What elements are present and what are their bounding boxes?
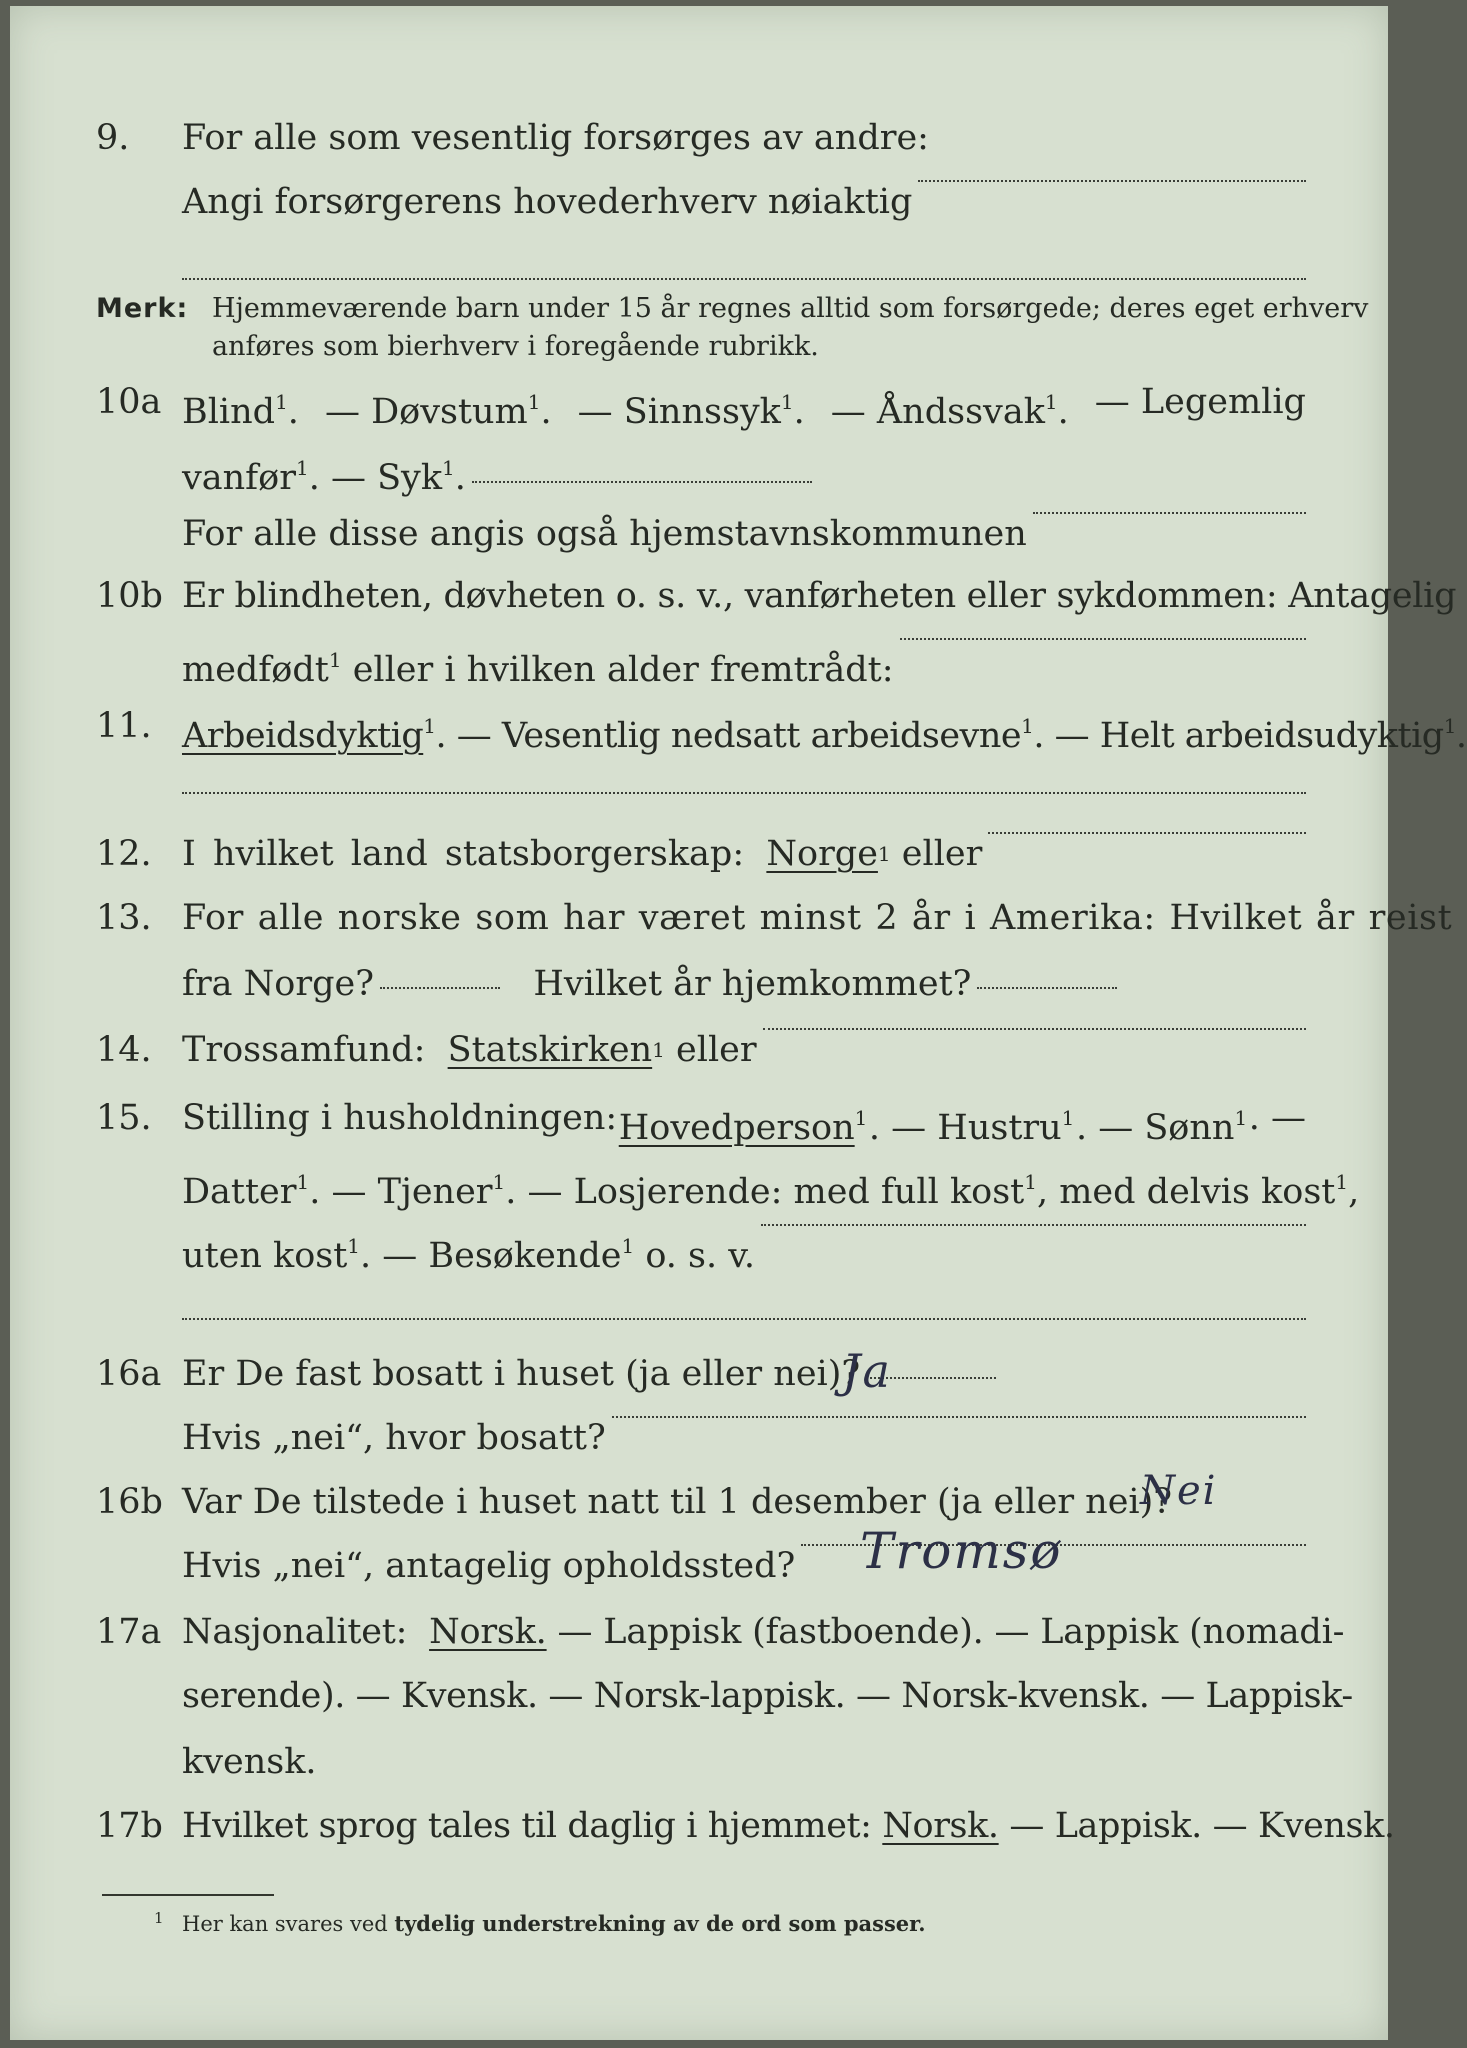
answer-field[interactable] <box>380 987 500 989</box>
option-vanfor[interactable]: vanfør <box>182 458 296 498</box>
footnote-divider <box>102 1894 274 1896</box>
question-text: Nasjonalitet: <box>182 1612 408 1652</box>
footnote-mark: 1 <box>854 1106 868 1130</box>
note-text: anføres som bierhverv i foregående rubrikk. <box>212 331 819 362</box>
footnote-mark: 1 <box>275 390 288 414</box>
question-number: 13. <box>96 898 152 938</box>
answer-field[interactable] <box>900 638 1306 640</box>
question-number: 10a <box>96 382 162 422</box>
footnote-mark: 1 <box>652 1038 665 1062</box>
question-number: 10b <box>96 576 163 616</box>
question-text: For alle norske som har været minst 2 år i Amerika: Hvilket år reist <box>182 898 1453 938</box>
footnote-mark: 1 <box>442 456 455 480</box>
footnote-mark: 1 <box>328 648 342 672</box>
footnote-mark: 1 <box>154 1909 164 1927</box>
option-dovstum[interactable]: — Døvstum <box>324 392 528 432</box>
option-norsk-selected[interactable]: Norsk. <box>429 1612 547 1652</box>
question-text: Angi forsørgerens hovederhverv nøiaktig <box>182 182 913 222</box>
footnote-mark: 1 <box>492 1170 506 1194</box>
footnote-mark: 1 <box>296 1170 310 1194</box>
answer-field[interactable] <box>761 1224 1306 1226</box>
question-text: Hvis „nei“, antagelig opholdssted? <box>182 1546 796 1586</box>
answer-field[interactable] <box>182 278 1306 280</box>
question-number: 11. <box>96 706 152 746</box>
handwritten-answer: Ja <box>842 1344 892 1398</box>
option-statskirken-selected[interactable]: Statskirken <box>447 1030 653 1070</box>
question-text: (ja eller nei)? <box>937 1482 1173 1522</box>
question-text: For alle som vesentlig forsørges av andre: <box>182 118 929 158</box>
handwritten-answer: Nei <box>1140 1468 1218 1514</box>
question-text: fra Norge? <box>182 964 374 1004</box>
question-number: 15. <box>96 1098 152 1138</box>
option-andssvak[interactable]: — Åndssvak <box>830 392 1045 432</box>
option-full-kost[interactable]: . — Losjerende: med full kost <box>505 1172 1025 1212</box>
question-text: Stilling i husholdningen: <box>182 1098 618 1138</box>
question-options: — Lappisk. — Kvensk. <box>1009 1806 1395 1846</box>
footnote-emphasis: tydelig understrekning av de ord som passer. <box>394 1911 926 1936</box>
option-arbeidsdyktig-selected[interactable]: Arbeidsdyktig <box>182 716 424 756</box>
footnote-mark: 1 <box>1443 714 1456 738</box>
handwritten-answer: Tromsø <box>860 1522 1063 1580</box>
question-text: For alle disse angis også hjemstavnskommunen <box>182 514 1027 554</box>
option-tjener[interactable]: . — Tjener <box>309 1172 493 1212</box>
answer-field[interactable] <box>918 180 1306 182</box>
question-text: eller <box>676 1030 757 1070</box>
question-text: Hvis „nei“, hvor bosatt? <box>182 1418 606 1458</box>
footnote-mark: 1 <box>1044 390 1058 414</box>
option-sonn[interactable]: . — Sønn <box>1075 1108 1235 1148</box>
footnote-mark: 1 <box>621 1234 635 1258</box>
option-syk[interactable]: — Syk <box>330 458 443 498</box>
option-besokende[interactable]: . — Besøkende <box>360 1236 622 1276</box>
option-hovedperson-selected[interactable]: Hovedperson <box>618 1108 855 1148</box>
footnote-mark: 1 <box>527 390 541 414</box>
question-options: serende). — Kvensk. — Norsk-lappisk. — Norsk-kvensk. — Lappisk- <box>182 1676 1353 1716</box>
question-text: o. s. v. <box>645 1236 756 1276</box>
question-options: kvensk. <box>182 1742 317 1782</box>
question-number: 16a <box>96 1354 162 1394</box>
note-label: Merk: <box>96 293 189 324</box>
question-options: Blind$^1$. — Døvstum$^1$. — Sinnssyk$^1$. — Åndssvak$^1$. — Legemlig <box>182 382 1306 432</box>
footnote-mark: 1 <box>1024 1170 1037 1194</box>
answer-field[interactable] <box>472 481 812 483</box>
answer-field[interactable] <box>1033 512 1306 514</box>
question-options: — Lappisk (fastboende). — Lappisk (nomadi- <box>557 1612 1345 1652</box>
question-text: eller i hvilken alder fremtrådt: <box>352 650 894 690</box>
footnote-mark: 1 <box>1234 1106 1248 1130</box>
answer-field[interactable] <box>977 987 1117 989</box>
question-number: 17b <box>96 1806 163 1846</box>
footnote-text: Her kan svares ved <box>182 1912 388 1936</box>
question-text: Var De tilstede i huset natt til 1 desember <box>182 1482 926 1522</box>
note-text: Hjemmeværende barn under 15 år regnes alltid som forsørgede; deres eget erhverv <box>212 293 1369 324</box>
question-text: Er blindheten, døvheten o. s. v., vanførheten eller sykdommen: Antagelig <box>182 576 1457 616</box>
question-text: I hvilket land statsborgerskap: <box>182 834 745 874</box>
answer-field[interactable] <box>182 792 1306 794</box>
option-udyktig[interactable]: . — Helt arbeidsudyktig <box>1033 716 1444 756</box>
separator: , <box>1348 1172 1360 1212</box>
footnote-mark: 1 <box>1335 1170 1349 1194</box>
footnote-mark: 1 <box>1061 1106 1075 1130</box>
option-sinnssyk[interactable]: — Sinnssyk <box>577 392 781 432</box>
answer-field[interactable] <box>182 1318 1306 1320</box>
census-form-page: 9. For alle som vesentlig forsørges av andre: Angi forsørgerens hovederhverv nøiaktig Merk: Hjemmeværende barn under 15 år regnes alltid som forsørgede; deres eget erhverv anføres som bierhverv i foregående rubrikk. 10a Blind$^1$. — Døvstum$^1$. — Sinnssyk$^1$. — Åndssvak$^1$. — Legemlig vanfør$^1$. — Syk$^1$. For alle disse angis også hjemstavnskommunen 10b Er blindheten, døvheten o. s. v., vanførheten eller sykdommen: Antagelig medfødt$^1$ eller i hvilken alder fremtrådt: 11. Arbeidsdyktig$^1$. — Vesentlig nedsatt arbeidsevne$^1$. — Helt arbeidsudyktig$^1$. 12. I hvilket land statsborgerskap: Norge 1 eller 13. For alle norske som har været minst 2 år i Amerika: Hvilket år reist fra Norge? Hvilket år hjemkommet? 14. Trossamfund: Statskirken 1 eller 15. Stilling i husholdningen: Hovedperson$^1$ . — Hustru$^1$ . — Sønn$^1$ . — Datter$^1$ . — Tjener$^1$ . — Losjerende: med full kost$^1$ , med delvis kost$^1$, uten kost$^1$. — Besøkende$^1$ o. s. v. 16a Er De fast bosatt i huset (ja eller nei)? Ja Hvis „nei“, hvor bosatt? 16b Var De tilstede i huset natt til 1 desember (ja eller nei)? Nei Hvis „nei“, antagelig opholdssted? Tromsø 17a Nasjonalitet: Norsk. — Lappisk (fastboende). — Lappisk (nomadi- serende). — Kvensk. — Norsk-lappisk. — Norsk-kvensk. — Lappisk- kvensk. 17b Hvilket sprog tales til daglig i hjemmet: Norsk. — Lappisk. — Kvensk. 1 Her kan svares ved tydelig understrekning av de ord som passer. <box>10 6 1388 2040</box>
question-number: 14. <box>96 1030 152 1070</box>
option-medfodt[interactable]: medfødt <box>182 650 329 690</box>
question-text: eller <box>901 834 983 874</box>
footnote-mark: 1 <box>347 1234 361 1258</box>
answer-field[interactable] <box>763 1028 1306 1030</box>
option-delvis-kost[interactable]: , med delvis kost <box>1036 1172 1336 1212</box>
question-number: 16b <box>96 1482 163 1522</box>
option-norsk-selected[interactable]: Norsk. <box>882 1806 999 1846</box>
option-norge-selected[interactable]: Norge <box>766 834 878 874</box>
answer-field[interactable] <box>988 832 1306 834</box>
question-number: 17a <box>96 1612 162 1652</box>
footnote-mark: 1 <box>780 390 794 414</box>
question-number: 12. <box>96 834 152 874</box>
option-blind[interactable]: Blind <box>182 392 276 432</box>
separator: . — <box>1248 1098 1306 1138</box>
question-text: Hvilket år hjemkommet? <box>533 964 972 1004</box>
question-text: Trossamfund: <box>182 1030 426 1070</box>
option-legemlig[interactable]: — Legemlig <box>1094 382 1306 422</box>
answer-field[interactable] <box>612 1416 1306 1418</box>
footnote-mark: 1 <box>877 842 891 866</box>
footnote-mark: 1 <box>423 714 436 738</box>
question-number: 9. <box>96 118 130 158</box>
option-uten-kost[interactable]: uten kost <box>182 1236 348 1276</box>
footnote-mark: 1 <box>1021 714 1034 738</box>
question-text: Er De fast bosatt i huset (ja eller nei)? <box>182 1354 861 1394</box>
option-hustru[interactable]: . — Hustru <box>868 1108 1062 1148</box>
option-datter[interactable]: Datter <box>182 1172 297 1212</box>
footnote-mark: 1 <box>295 456 309 480</box>
question-text: Hvilket sprog tales til daglig i hjemmet: <box>182 1806 872 1846</box>
option-nedsatt[interactable]: . — Vesentlig nedsatt arbeidsevne <box>435 716 1022 756</box>
